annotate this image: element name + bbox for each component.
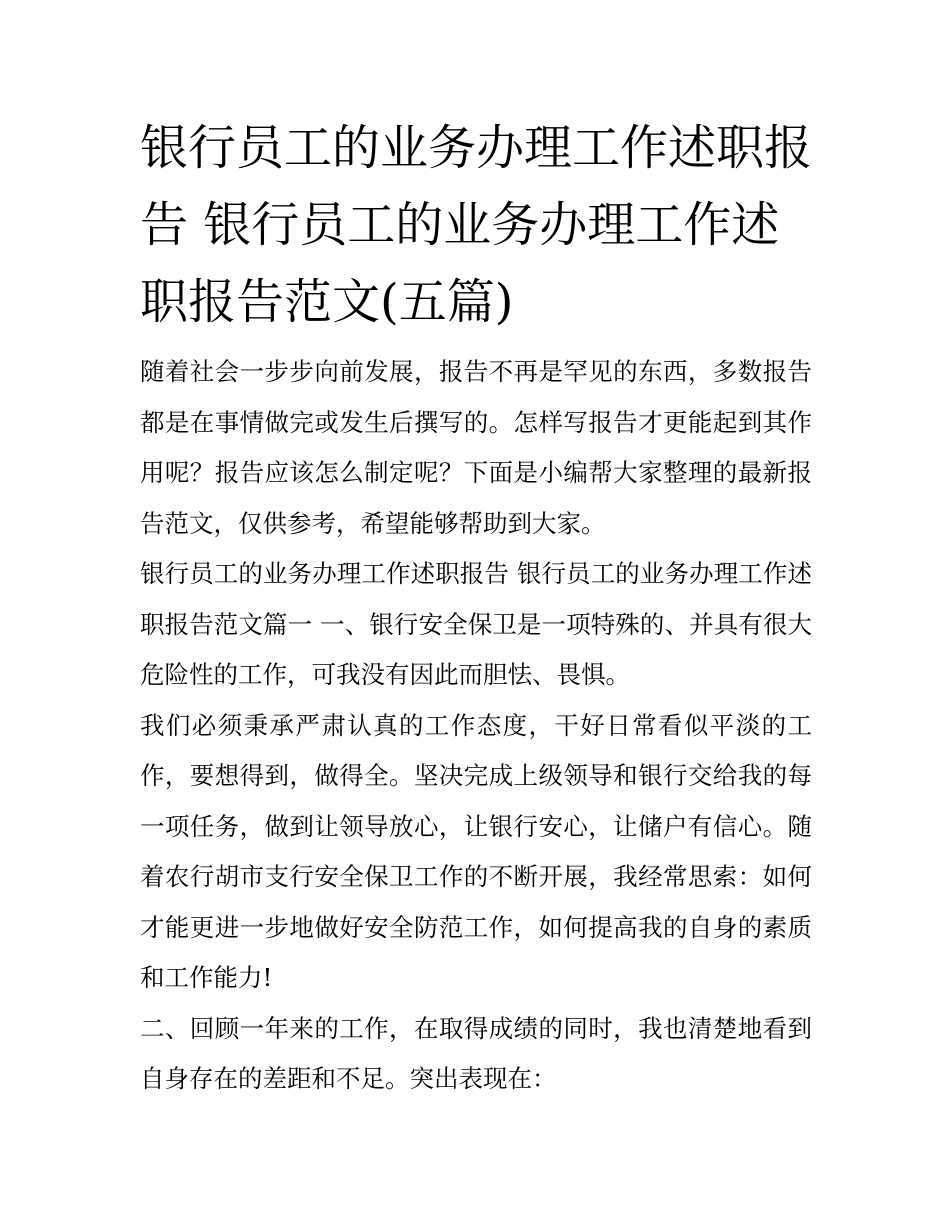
paragraph-work-attitude: 我们必须秉承严肃认真的工作态度，干好日常看似平淡的工作，要想得到，做得全。坚决完成上级领导和银行交给我的每一项任务，做到让领导放心，让银行安心，让储户有信心。随着农行胡市支行安全保卫工作的不断开展，我经常思索：如何才能更进一步地做好安全防范工作，如何提高我的自身的素质和工作能力! [140, 710, 812, 992]
document-page [140, 110, 812, 1105]
paragraph-intro: 随着社会一步步向前发展，报告不再是罕见的东西，多数报告都是在事情做完或发生后撰写的。怎样写报告才更能起到其作用呢？报告应该怎么制定呢？下面是小编帮大家整理的最新报告范文，仅供参考，希望能够帮助到大家。 [140, 357, 812, 538]
paragraph-section-one: 银行员工的业务办理工作述职报告 银行员工的业务办理工作述职报告范文篇一 一、银行安全保卫是一项特殊的、并具有很大危险性的工作，可我没有因此而胆怯、畏惧。 [140, 559, 812, 689]
document-title: 银行员工的业务办理工作述职报告 银行员工的业务办理工作述职报告范文(五篇) [140, 120, 813, 330]
paragraph-section-two: 二、回顾一年来的工作，在取得成绩的同时，我也清楚地看到自身存在的差距和不足。突出表现在： [140, 1013, 812, 1093]
